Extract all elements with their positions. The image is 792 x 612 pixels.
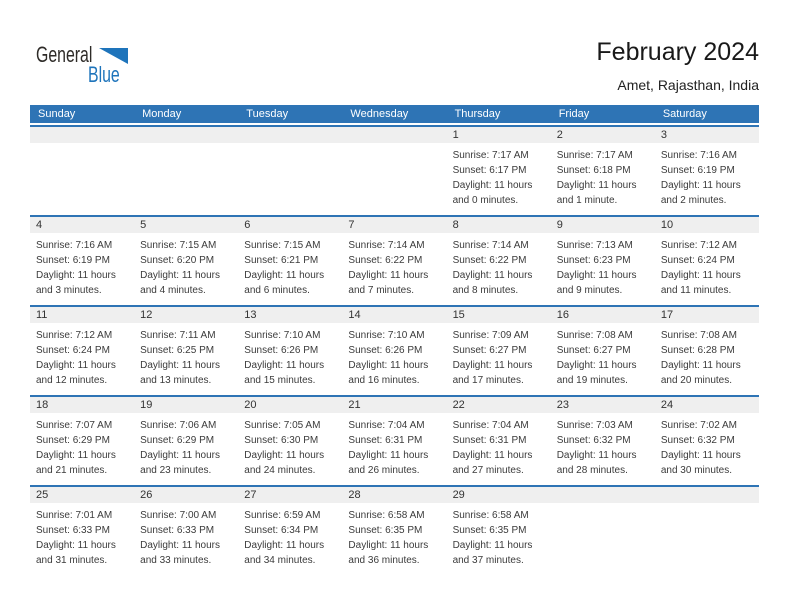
day-cell-28 [342,487,446,575]
sunrise-text: Sunrise: 7:13 AM [556,240,633,251]
sunset-text: Sunset: 6:31 PM [452,435,527,446]
weeks-container [30,125,759,575]
daylight-text-line1: Daylight: 11 hours [452,360,533,371]
daylight-text-line2: and 31 minutes. [36,555,108,566]
day-cell-1 [447,127,551,215]
daylight-text-line2: and 16 minutes. [348,375,420,386]
weekday-header-wednesday: Wednesday [350,108,409,120]
daylight-text-line1: Daylight: 11 hours [348,270,429,281]
daylight-text-line1: Daylight: 11 hours [244,540,325,551]
daylight-text-line1: Daylight: 11 hours [348,360,429,371]
day-number: 1 [452,129,459,141]
calendar-table [30,105,759,575]
sunset-text: Sunset: 6:25 PM [140,345,215,356]
day-cell-body [30,413,134,478]
sunset-text: Sunset: 6:27 PM [452,345,527,356]
sunset-text: Sunset: 6:35 PM [348,525,423,536]
day-number: 28 [348,489,361,501]
day-cell-18 [30,397,134,485]
sunset-text: Sunset: 6:21 PM [244,255,319,266]
daylight-text-line2: and 2 minutes. [660,195,727,206]
day-cell-6 [238,217,342,305]
daylight-text-line2: and 13 minutes. [140,375,212,386]
weekday-header-tuesday: Tuesday [246,108,289,120]
sunset-text: Sunset: 6:34 PM [244,525,319,536]
day-number: 21 [348,399,361,411]
sunrise-text: Sunrise: 7:00 AM [140,510,217,521]
day-cell-body [551,143,655,208]
sunset-text: Sunset: 6:31 PM [348,435,423,446]
daylight-text-line2: and 0 minutes. [452,195,519,206]
day-cell-body [447,323,551,388]
day-number: 5 [140,219,147,231]
daylight-text-line2: and 37 minutes. [452,555,524,566]
daylight-text-line1: Daylight: 11 hours [452,540,533,551]
day-cell-body [342,413,446,478]
daylight-text-line1: Daylight: 11 hours [660,270,741,281]
day-number: 29 [452,489,465,501]
sunset-text: Sunset: 6:26 PM [348,345,423,356]
daylight-text-line1: Daylight: 11 hours [36,450,116,461]
day-number: 3 [660,129,667,141]
sunset-text: Sunset: 6:23 PM [556,255,631,266]
day-cell-body [447,503,551,568]
daylight-text-line1: Daylight: 11 hours [348,450,429,461]
daylight-text-line1: Daylight: 11 hours [244,270,325,281]
sunset-text: Sunset: 6:29 PM [36,435,110,446]
daylight-text-line2: and 1 minute. [556,195,618,206]
day-cell-25 [30,487,134,575]
day-cell-19 [134,397,238,485]
daylight-text-line2: and 28 minutes. [556,465,628,476]
month-title: February 2024 [596,38,759,66]
day-number: 24 [660,399,674,411]
daylight-text-line2: and 17 minutes. [452,375,524,386]
sunrise-text: Sunrise: 7:04 AM [348,420,425,431]
daylight-text-line1: Daylight: 11 hours [140,540,220,551]
daylight-text-line2: and 36 minutes. [348,555,420,566]
day-number: 27 [244,489,257,501]
day-cell-body [238,233,342,298]
day-cell-body [447,413,551,478]
sunrise-text: Sunrise: 7:17 AM [556,150,633,161]
sunset-text: Sunset: 6:24 PM [36,345,110,356]
daylight-text-line2: and 3 minutes. [36,285,102,296]
daylight-text-line1: Daylight: 11 hours [244,450,325,461]
daylight-text-line2: and 19 minutes. [556,375,628,386]
weekday-header-friday: Friday [558,108,590,120]
daylight-text-line1: Daylight: 11 hours [244,360,325,371]
daylight-text-line2: and 15 minutes. [244,375,316,386]
general-blue-logo [36,44,156,92]
day-cell-17 [655,307,759,395]
day-cell-body [551,233,655,298]
sunrise-text: Sunrise: 7:05 AM [244,420,321,431]
sunset-text: Sunset: 6:18 PM [556,165,631,176]
day-cell-body [655,413,759,478]
weekday-header-row [30,105,759,123]
daylight-text-line1: Daylight: 11 hours [36,270,116,281]
day-cell-13 [238,307,342,395]
day-cell-body [655,233,759,298]
day-cell-24 [655,397,759,485]
day-cell-body [134,233,238,298]
daylight-text-line2: and 27 minutes. [452,465,524,476]
day-number: 18 [36,399,49,411]
day-cell-22 [447,397,551,485]
day-number: 13 [244,309,257,321]
day-cell-8 [447,217,551,305]
daylight-text-line1: Daylight: 11 hours [556,270,637,281]
daylight-text-line1: Daylight: 11 hours [452,180,533,191]
sunrise-text: Sunrise: 7:07 AM [36,420,113,431]
day-number: 17 [660,309,674,321]
daylight-text-line1: Daylight: 11 hours [140,270,220,281]
day-number: 11 [36,309,48,321]
empty-day-cell [342,127,446,215]
sunrise-text: Sunrise: 7:11 AM [140,330,216,341]
week-row [30,215,759,305]
sunrise-text: Sunrise: 6:59 AM [244,510,321,521]
daylight-text-line2: and 12 minutes. [36,375,108,386]
day-cell-body [134,323,238,388]
day-number: 12 [140,309,153,321]
sunset-text: Sunset: 6:19 PM [36,255,110,266]
day-cell-body [30,233,134,298]
daylight-text-line1: Daylight: 11 hours [348,540,429,551]
sunset-text: Sunset: 6:22 PM [452,255,527,266]
sunset-text: Sunset: 6:33 PM [140,525,215,536]
daylight-text-line2: and 34 minutes. [244,555,316,566]
weekday-header-saturday: Saturday [662,108,707,120]
day-number: 6 [244,219,251,231]
sunset-text: Sunset: 6:22 PM [348,255,423,266]
day-number: 25 [36,489,49,501]
empty-day-cell [655,487,759,575]
day-number: 10 [660,219,674,231]
daylight-text-line1: Daylight: 11 hours [660,360,741,371]
day-cell-20 [238,397,342,485]
day-cell-body [342,323,446,388]
sunrise-text: Sunrise: 6:58 AM [452,510,529,521]
daylight-text-line2: and 30 minutes. [660,465,733,476]
day-cell-body [342,233,446,298]
empty-day-cell [134,127,238,215]
day-cell-body [30,323,134,388]
day-cell-body [238,413,342,478]
day-cell-body [238,323,342,388]
daylight-text-line2: and 23 minutes. [140,465,212,476]
weekday-header-monday: Monday [142,108,182,120]
weekday-header-thursday: Thursday [454,108,501,120]
sunrise-text: Sunrise: 6:58 AM [348,510,425,521]
day-number: 14 [348,309,361,321]
daylight-text-line1: Daylight: 11 hours [452,450,533,461]
sunrise-text: Sunrise: 7:04 AM [452,420,529,431]
daylight-text-line2: and 20 minutes. [660,375,733,386]
empty-day-cell [30,127,134,215]
day-cell-body [655,323,759,388]
sunset-text: Sunset: 6:19 PM [660,165,735,176]
sunrise-text: Sunrise: 7:16 AM [660,150,737,161]
day-number: 7 [348,219,355,231]
day-cell-5 [134,217,238,305]
sunrise-text: Sunrise: 7:08 AM [556,330,633,341]
daylight-text-line2: and 8 minutes. [452,285,519,296]
day-cell-11 [30,307,134,395]
daylight-text-line2: and 7 minutes. [348,285,415,296]
day-number: 19 [140,399,153,411]
week-row [30,395,759,485]
sunset-text: Sunset: 6:28 PM [660,345,735,356]
weekday-header-sunday: Sunday [38,108,76,120]
sunset-text: Sunset: 6:32 PM [660,435,735,446]
day-number: 16 [556,309,569,321]
day-number: 15 [452,309,465,321]
day-number: 8 [452,219,459,231]
day-number: 2 [556,129,563,141]
day-number: 20 [244,399,257,411]
sunrise-text: Sunrise: 7:15 AM [244,240,321,251]
location-subtitle: Amet, Rajasthan, India [617,77,759,93]
sunrise-text: Sunrise: 7:17 AM [452,150,529,161]
sunrise-text: Sunrise: 7:08 AM [660,330,737,341]
logo-word-general: General [36,42,93,67]
daylight-text-line2: and 9 minutes. [556,285,623,296]
empty-day-cell [238,127,342,215]
day-cell-body [551,323,655,388]
day-cell-7 [342,217,446,305]
week-row [30,125,759,215]
daylight-text-line2: and 4 minutes. [140,285,206,296]
daylight-text-line2: and 6 minutes. [244,285,310,296]
daylight-text-line2: and 21 minutes. [36,465,108,476]
sunset-text: Sunset: 6:26 PM [244,345,319,356]
day-cell-body [342,503,446,568]
sunset-text: Sunset: 6:20 PM [140,255,215,266]
sunset-text: Sunset: 6:30 PM [244,435,319,446]
day-cell-16 [551,307,655,395]
sunrise-text: Sunrise: 7:16 AM [36,240,113,251]
daylight-text-line2: and 26 minutes. [348,465,420,476]
day-cell-9 [551,217,655,305]
day-cell-26 [134,487,238,575]
day-cell-body [134,503,238,568]
daylight-text-line1: Daylight: 11 hours [452,270,533,281]
day-cell-3 [655,127,759,215]
day-cell-12 [134,307,238,395]
day-number: 4 [36,219,43,231]
sunrise-text: Sunrise: 7:15 AM [140,240,217,251]
day-number: 9 [556,219,563,231]
sunset-text: Sunset: 6:29 PM [140,435,215,446]
sunrise-text: Sunrise: 7:02 AM [660,420,737,431]
day-cell-10 [655,217,759,305]
sunrise-text: Sunrise: 7:03 AM [556,420,633,431]
sunset-text: Sunset: 6:33 PM [36,525,110,536]
day-number: 23 [556,399,569,411]
sunset-text: Sunset: 6:17 PM [452,165,527,176]
daylight-text-line2: and 11 minutes. [660,285,732,296]
sunset-text: Sunset: 6:27 PM [556,345,631,356]
daylight-text-line2: and 24 minutes. [244,465,316,476]
daylight-text-line1: Daylight: 11 hours [36,540,116,551]
sunrise-text: Sunrise: 7:14 AM [452,240,529,251]
day-cell-27 [238,487,342,575]
daylight-text-line1: Daylight: 11 hours [556,360,637,371]
day-cell-body [134,413,238,478]
day-cell-4 [30,217,134,305]
sunrise-text: Sunrise: 7:14 AM [348,240,425,251]
sunrise-text: Sunrise: 7:12 AM [660,240,737,251]
day-number: 22 [452,399,465,411]
day-cell-15 [447,307,551,395]
daylight-text-line1: Daylight: 11 hours [140,360,220,371]
day-cell-body [551,413,655,478]
daylight-text-line1: Daylight: 11 hours [36,360,116,371]
empty-day-cell [551,487,655,575]
day-cell-21 [342,397,446,485]
sunset-text: Sunset: 6:24 PM [660,255,735,266]
day-cell-2 [551,127,655,215]
sunrise-text: Sunrise: 7:09 AM [452,330,529,341]
day-cell-body [447,143,551,208]
day-cell-body [30,503,134,568]
day-number: 26 [140,489,153,501]
day-cell-body [655,143,759,208]
daylight-text-line1: Daylight: 11 hours [556,450,637,461]
day-cell-body [238,503,342,568]
daylight-text-line1: Daylight: 11 hours [140,450,220,461]
day-cell-29 [447,487,551,575]
daylight-text-line1: Daylight: 11 hours [660,450,741,461]
day-cell-body [447,233,551,298]
day-cell-14 [342,307,446,395]
daylight-text-line2: and 33 minutes. [140,555,212,566]
sunset-text: Sunset: 6:32 PM [556,435,631,446]
day-cell-23 [551,397,655,485]
sunset-text: Sunset: 6:35 PM [452,525,527,536]
sunrise-text: Sunrise: 7:10 AM [348,330,425,341]
week-row [30,485,759,575]
sunrise-text: Sunrise: 7:12 AM [36,330,113,341]
sunrise-text: Sunrise: 7:06 AM [140,420,217,431]
daylight-text-line1: Daylight: 11 hours [660,180,741,191]
week-row [30,305,759,395]
sunrise-text: Sunrise: 7:01 AM [36,510,113,521]
sunrise-text: Sunrise: 7:10 AM [244,330,321,341]
logo-word-blue: Blue [88,62,120,87]
daylight-text-line1: Daylight: 11 hours [556,180,637,191]
